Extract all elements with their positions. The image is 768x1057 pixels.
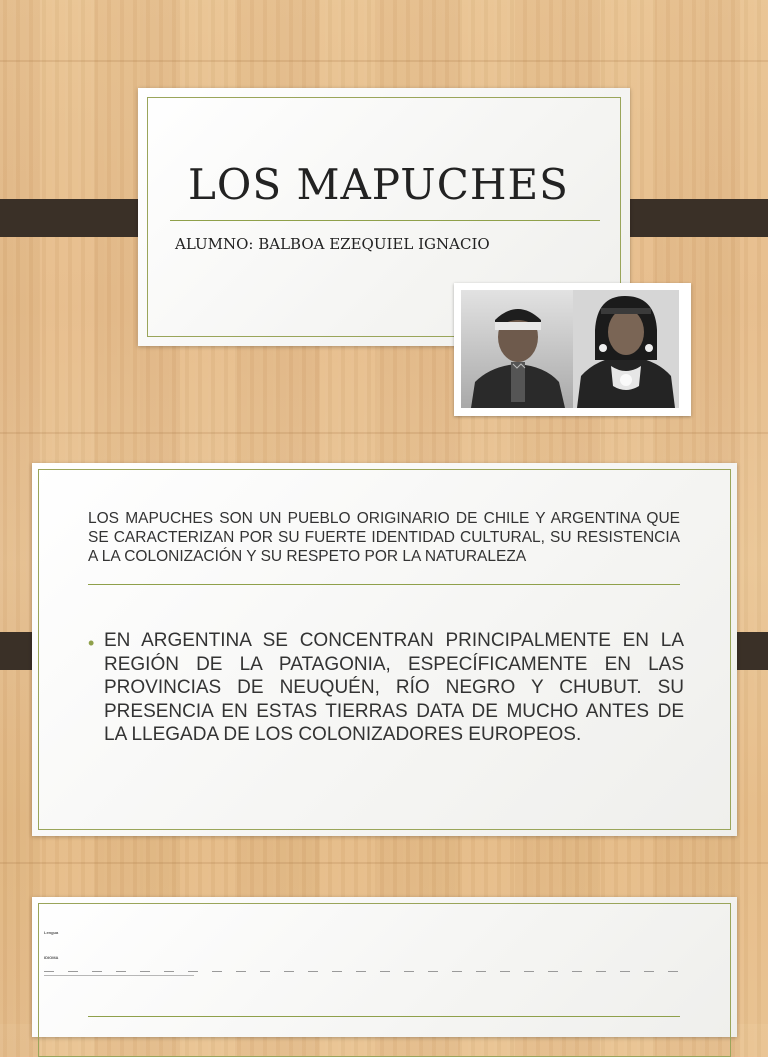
unreadable-text-line	[44, 971, 684, 972]
content-slide-partial	[32, 897, 737, 1037]
bullet-text: EN ARGENTINA SE CONCENTRAN PRINCIPALMENTE EN LA REGIÓN DE LA PATAGONIA, ESPECÍFICAMENTE EN LAS PROVINCIAS DE NEUQUÉN, RÍO NEGRO Y CHUBUT. SU PRESENCIA EN ESTAS TIERRAS DATA DE MUCHO ANTES DE LA LLEGADA DE LOS COLONIZADORES EUROPEOS.	[104, 630, 684, 745]
wood-seam	[0, 60, 768, 62]
mapuche-portrait-photo	[454, 283, 691, 416]
section-divider	[88, 1016, 680, 1017]
decorative-bar-right	[612, 199, 768, 237]
section-divider	[88, 584, 680, 585]
portrait-man-image	[461, 290, 573, 408]
slide-heading: Lengua	[44, 930, 59, 935]
slide-subheading: IDIOMA	[44, 955, 59, 960]
unreadable-text-line	[44, 975, 194, 976]
slide-title: LOS MAPUCHES	[188, 160, 569, 209]
content-slide	[32, 463, 737, 836]
wood-seam	[0, 862, 768, 864]
portrait-woman-image	[573, 290, 679, 408]
slide-subtitle: ALUMNO: BALBOA EZEQUIEL IGNACIO	[175, 235, 490, 253]
wood-seam	[0, 432, 768, 434]
decorative-bar-left	[0, 199, 156, 237]
bullet-icon: •	[88, 633, 95, 653]
slide-frame	[38, 903, 731, 1057]
bullet-item	[88, 629, 684, 747]
intro-paragraph: LOS MAPUCHES SON UN PUEBLO ORIGINARIO DE CHILE Y ARGENTINA QUE SE CARACTERIZAN POR SU FUERTE IDENTIDAD CULTURAL, SU RESISTENCIA A LA COLONIZACIÓN Y SU RESPETO POR LA NATURALEZA	[88, 510, 680, 565]
title-divider	[170, 220, 600, 221]
